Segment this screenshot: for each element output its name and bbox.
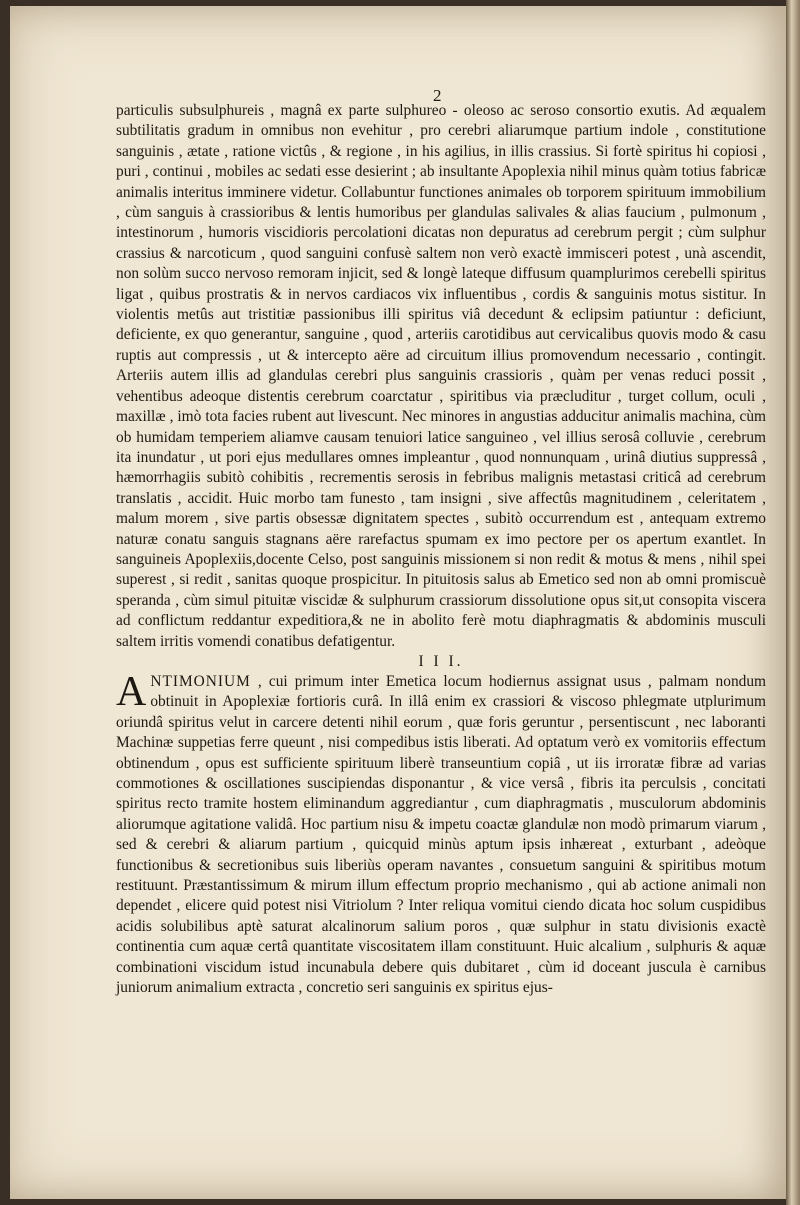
paragraph-1: particulis subsulphureis , magnâ ex parte sulphureo - oleoso ac seroso consortio exutis. Ad æqualem subtilitatis gradum in omnibus non evehitur , pro cerebri aliarumque partium indole , constitutione sanguinis , ætate , ratione victûs , & regione , in his agilius, in illis crassius. Si fortè spiritus hi copiosi , puri , continui , mobiles ac sedati esse desierint ; ab insultante Apoplexia nihil minus quàm totius fabricæ animalis interitus imminere videtur. Collabuntur functiones animales ob torporem spirituum immobilium , cùm sanguis à crassioribus & lentis humoribus per glandulas salivales & alias faucium , pulmonum , intestinorum , humoris viscidioris percolationi dicatas non depuratus ad cerebrum pergit ; cùm sulphur crassius & narcoticum , quod sanguini confusè saltem non verò exactè immisceri potest , unà ascendit, non solùm succo nervoso remoram injicit, sed & longè lateque diffusum quamplurimos cerebelli spiritus ligat , quibus prostratis & in nervos cardiacos vix influentibus , cordis & sanguinis motus sistitur. In violentis metûs aut tristitiæ passionibus illi spiritus viâ decedunt & eclipsim patiuntur : deficiunt, deficiente, ex quo generantur, sanguine , quod , arteriis carotidibus aut cervicalibus quovis modo & casu ruptis aut compressis , ut & intercepto aëre ad circuitum illius promovendum necessario , contingit. Arteriis autem illis ad glandulas cerebri plus sanguinis crassioris , quàm per venas reduci possit , vehentibus adeoque distentis cerebrum coarctatur , spiritibus via præcluditur , turget collum, oculi , maxillæ , imò tota facies rubent aut livescunt. Nec minores in angustias adducitur animalis machina, cùm ob humidam temperiem aliamve causam tenuiori latice sanguineo , vel illius serosâ colluvie , cerebrum ita inundatur , ut pori ejus medullares omnes impleantur , quod nonnunquam , urinâ diutius suppressâ , hæmorrhagiis subitò cohibitis , recrementis serosis in febribus malignis metastasi criticâ ad cerebrum translatis , accidit. Huic morbo tam funesto , tam insigni , sive affectûs magnitudinem , celeritatem , malum morem , sive partis obsessæ dignitatem spectes , subitò occurrendum est , antequam extremo naturæ conatu sanguis stagnans aëre rarefactus spumam ex imo pectore per os apertum exantlet. In sanguineis Apoplexiis,docente Celso, post sanguinis missionem si non redit & motus & mens , nihil spei superest , si redit , sanitas quoque prospicitur. In pituitosis salus ab Emetico sed non ab omni promiscuè speranda , cùm simul pituitæ viscidæ & sulphurum crassiorum dissolutione opus sit,ut consopita viscera ad conflictum reddantur expeditiora,& ne in abolito ferè motu diaphragmatis & abdominis musculi saltem irritis vomendi conatibus defatigentur.	[116, 102, 766, 650]
paragraph-2	[116, 668, 766, 999]
section-number: I I I.	[418, 652, 464, 670]
page-number: 2	[433, 86, 442, 105]
paragraph-2-body: , cui primum inter Emetica locum hodiernus assignat usus , palmam nondum obtinuit in Apoplexiæ fortioris curâ. In illâ enim ex crassiori & viscoso phlegmate utplurimum oriundâ spiritus velut in carcere detenti nihil eorum , quæ foris geruntur , persentiscunt , nec laboranti Machinæ suppetias ferre queunt , nisi compedibus istis liberati. Ad optatum verò ex vomitoriis effectum obtinendum , opus est sufficiente spirituum liberè transeuntium copiâ , ut iis irroratæ fibræ ad varias commotiones & oscillationes suscipiendas disponantur , & vice versâ , fibris ita perculsis , concitati spiritus recto tramite hostem eliminandum aggrediantur , cum diaphragmatis , musculorum abdominis aliorumque agitatione validâ. Hoc partium nisu & impetu coactæ glandulæ non modò primarum viarum , sed & cerebri & aliarum partium , quicquid minùs aptum ipsis inhæreat , exturbant , adeòque functionibus & secretionibus suis liberiùs operam navantes , consuetum sanguini & spiritibus motum restituunt. Præstantissimum & mirum illum effectum proprio mechanismo , qui ab actione animali non dependet , elicere quid potest nisi Vitriolum ? Inter reliqua vomitui ciendo dicata hoc solum cuspidibus acidis solubilibus aptè saturat alcalinorum salium poros , quæ sulphur in statu divisionis exactè continentia cum aquæ certâ quantitate viscositatem illam constituunt. Huic alcalium , sulphuris & aquæ combinationi viscidum istud incunabula debere quis dubitaret , cùm id doceant jusculа è carnibus juniorum animalium extracta , concretio seri sanguinis ex spiritus ejus-	[116, 672, 766, 997]
main-text	[116, 101, 766, 998]
paragraph-2-lead: NTIMONIUM	[150, 672, 251, 690]
drop-cap: A	[116, 668, 147, 715]
next-page-edge	[786, 0, 800, 1205]
